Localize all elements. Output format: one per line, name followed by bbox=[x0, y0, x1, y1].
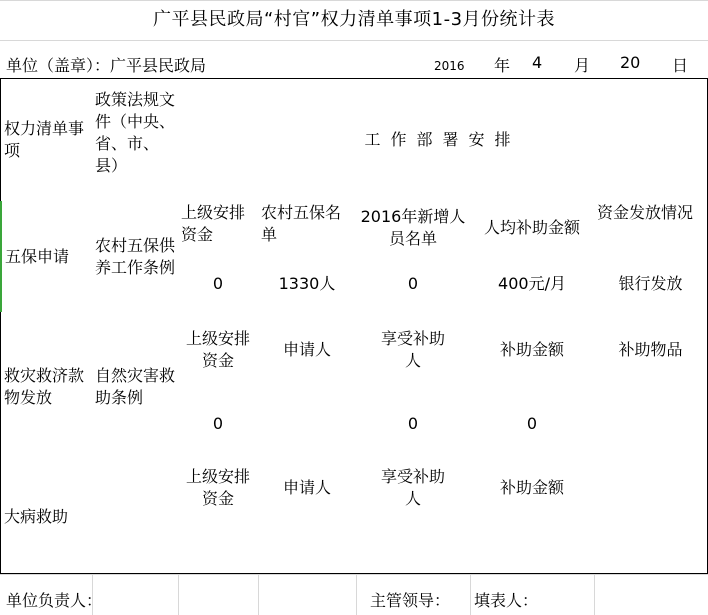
value-dabing-1 bbox=[178, 515, 259, 574]
date-year: 2016 bbox=[434, 59, 465, 73]
gridline bbox=[258, 574, 259, 615]
subheader-jiuzai-4: 补助金额 bbox=[470, 312, 595, 388]
header-item: 权力清单事项 bbox=[0, 78, 93, 202]
gridline bbox=[0, 0, 708, 1]
date-month-char: 月 bbox=[574, 56, 591, 75]
item-jiuzai: 救灾救济款物发放 bbox=[0, 312, 93, 462]
policy-wubao: 农村五保供养工作条例 bbox=[92, 201, 179, 313]
subheader-wubao-2: 农村五保名单 bbox=[258, 201, 357, 256]
date-day: 20 bbox=[620, 53, 641, 72]
gridline bbox=[356, 574, 357, 615]
subheader-dabing-1: 上级安排资金 bbox=[178, 461, 259, 516]
header-policy: 政策法规文件（中央、省、市、县） bbox=[92, 78, 179, 202]
date-month: 4 bbox=[532, 53, 543, 72]
subheader-jiuzai-3: 享受补助人 bbox=[356, 312, 471, 388]
value-dabing-2 bbox=[258, 515, 357, 574]
item-dabing: 大病救助 bbox=[0, 461, 93, 574]
unit-line bbox=[0, 51, 708, 77]
subheader-wubao-4: 人均补助金额 bbox=[470, 201, 595, 256]
date-day-char: 日 bbox=[672, 56, 689, 75]
value-dabing-3 bbox=[356, 515, 471, 574]
subheader-jiuzai-5: 补助物品 bbox=[594, 312, 708, 388]
footer-unit-head: 单位负责人： bbox=[6, 591, 103, 610]
value-dabing-5 bbox=[594, 515, 708, 574]
subheader-dabing-5 bbox=[594, 461, 708, 516]
policy-jiuzai: 自然灾害救助条例 bbox=[92, 312, 179, 462]
gridline bbox=[594, 574, 595, 615]
item-wubao: 五保申请 bbox=[0, 201, 93, 313]
gridline bbox=[178, 574, 179, 615]
subheader-dabing-4: 补助金额 bbox=[470, 461, 595, 516]
value-jiuzai-2 bbox=[258, 387, 357, 462]
footer-filler: 填表人： bbox=[474, 591, 539, 610]
header-work-arrangement: 工作部署安排 bbox=[178, 78, 708, 202]
value-wubao-4: 400元/月 bbox=[470, 255, 595, 313]
footer-supervisor: 主管领导： bbox=[370, 591, 451, 610]
value-wubao-2: 1330人 bbox=[258, 255, 357, 313]
value-dabing-4 bbox=[470, 515, 595, 574]
value-jiuzai-3: 0 bbox=[356, 387, 471, 462]
subheader-dabing-3: 享受补助人 bbox=[356, 461, 471, 516]
sheet-title: 广平县民政局“村官”权力清单事项1-3月份统计表 bbox=[152, 9, 556, 30]
date-year-char: 年 bbox=[494, 56, 511, 75]
value-jiuzai-4: 0 bbox=[470, 387, 595, 462]
subheader-wubao-5: 资金发放情况 bbox=[594, 201, 708, 256]
gridline bbox=[0, 40, 708, 41]
value-wubao-3: 0 bbox=[356, 255, 471, 313]
subheader-dabing-2: 申请人 bbox=[258, 461, 357, 516]
subheader-wubao-3: 2016年新增人员名单 bbox=[356, 201, 471, 256]
value-wubao-5: 银行发放 bbox=[594, 255, 708, 313]
policy-dabing bbox=[92, 461, 179, 574]
gridline bbox=[0, 574, 708, 575]
subheader-jiuzai-2: 申请人 bbox=[258, 312, 357, 388]
subheader-jiuzai-1: 上级安排资金 bbox=[178, 312, 259, 388]
value-jiuzai-5 bbox=[594, 387, 708, 462]
gridline bbox=[470, 574, 471, 615]
subheader-wubao-1: 上级安排资金 bbox=[178, 201, 259, 256]
value-jiuzai-1: 0 bbox=[178, 387, 259, 462]
value-wubao-1: 0 bbox=[178, 255, 259, 313]
unit-label: 单位（盖章）：广平县民政局 bbox=[6, 56, 207, 75]
